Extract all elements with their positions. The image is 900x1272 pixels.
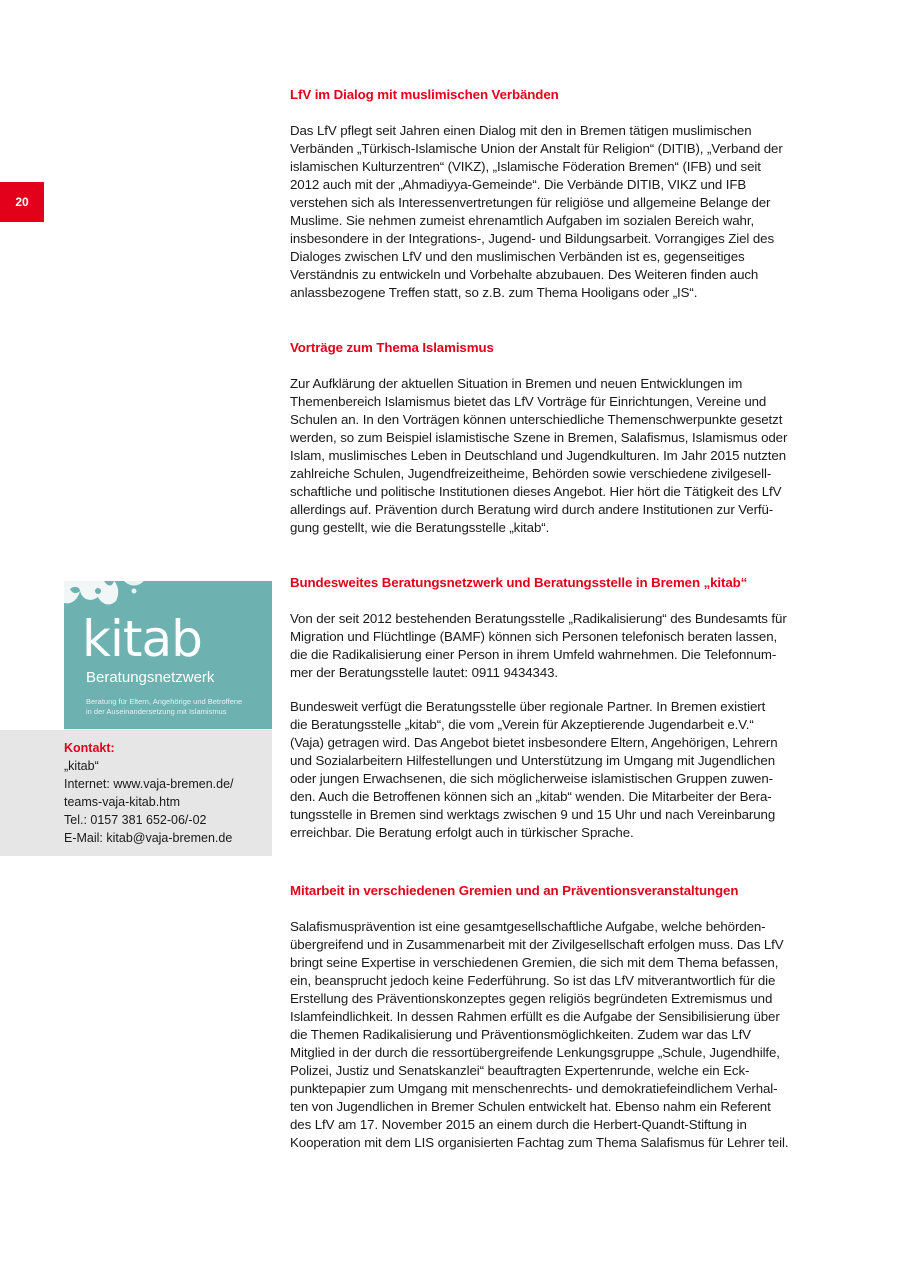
section-paragraph: Bundesweit verfügt die Beratungsstelle über regionale Partner. In Bremen existiert die Beratungsstelle „kitab“, die vom „Verein für Akzeptierende Jugendarbeit e.V.“ (Vaja) getragen wird. Das Angebot bietet insbesondere Eltern, Angehörigen, Lehrern und Sozialarbeitern Hilfestellungen und Unterstützung im Umgang mit Jugendlichen oder jungen Erwachsenen, die sich möglicherweise islamistischen Gruppen zuwen- den. Auch die Betroffenen können sich an „kitab“ wenden. Die Mitarbeiter der Bera- tungsstelle in Bremen sind werktags zwischen 9 und 15 Uhr und nach Vereinbarung erreichbar. Die Beratung erfolgt auch in türkischer Sprache. [290, 699, 778, 840]
section-lfv-dialog [290, 86, 838, 302]
section-paragraph: Von der seit 2012 bestehenden Beratungsstelle „Radikalisierung“ des Bundesamts für Migration und Flüchtlinge (BAMF) können sich Personen telefonisch beraten lassen, die die Radikalisierung einer Person in ihrem Umfeld wahrnehmen. Die Telefonnum- mer der Beratungsstelle lautet: 0911 9434343. [290, 611, 787, 680]
section-heading: Bundesweites Beratungsnetzwerk und Beratungsstelle in Bremen „kitab“ [290, 575, 748, 590]
contact-name: „kitab“ [64, 759, 99, 773]
contact-internet-cont: teams-vaja-kitab.htm [64, 795, 181, 809]
section-paragraph: Zur Aufklärung der aktuellen Situation in Bremen und neuen Entwicklungen im Themenbereich Islamismus bietet das LfV Vorträge für Einrichtungen, Vereine und Schulen an. In den Vorträgen können unterschiedliche Themenschwerpunkte gesetzt werden, so zum Beispiel islamistische Szene in Bremen, Salafismus, Islamismus oder Islam, muslimisches Leben in Deutschland und Jugendkulturen. Im Jahr 2015 nutzten zahlreiche Schulen, Jugendfreizeitheime, Behörden sowie verschiedene zivilgesell- schaftliche und politische Institutionen dieses Angebot. Hier hört die Tätigkeit des LfV allerdings auf. Prävention durch Beratung wird durch andere Institutionen zur Verfü- gung gestellt, wie die Beratungsstelle „kitab“. [290, 376, 788, 535]
section-heading: Vorträge zum Thema Islamismus [290, 340, 494, 355]
section-gremien [290, 882, 838, 1152]
contact-internet: Internet: www.vaja-bremen.de/ [64, 777, 234, 791]
page-number-tab [0, 182, 44, 222]
contact-box [0, 730, 272, 856]
kitab-logo [64, 581, 272, 729]
section-paragraph: Salafismusprävention ist eine gesamtgesellschaftliche Aufgabe, welche behörden- übergreifend und in Zusammenarbeit mit der Zivilgesellschaft erfolgen muss. Das LfV bringt seine Expertise in verschiedenen Gremien, die sich mit dem Thema befassen, ein, beansprucht jedoch keine Federführung. So ist das LfV mitverantwortlich für die Erstellung des Präventionskonzeptes gegen religiös begründeten Extremismus und Islamfeindlichkeit. In dessen Rahmen erfüllt es die Aufgabe der Sensibilisierung über die Themen Radikalisierung und Präventionsmöglichkeiten. Zudem war das LfV Mitglied in der durch die ressortübergreifende Lenkungsgruppe „Schule, Jugendhilfe, Polizei, Justiz und Senatskanzlei“ beauftragten Expertenrunde, welche ein Eck- punktepapier zum Umgang mit menschenrechts- und demokratiefeindlichem Verhal- ten von Jugendlichen in Bremer Schulen entwickelt hat. Ebenso nahm ein Referent des LfV am 17. November 2015 an einem durch die Herbert-Quandt-Stiftung in Kooperation mit dem LIS organisierten Fachtag zum Thema Salafismus für Lehrer teil. [290, 919, 789, 1150]
section-paragraph: Das LfV pflegt seit Jahren einen Dialog mit den in Bremen tätigen muslimischen Verbänden „Türkisch-Islamische Union der Anstalt für Religion“ (DITIB), „Verband der islamischen Kulturzentren“ (VIKZ), „Islamische Föderation Bremen“ (IFB) und seit 2012 auch mit der „Ahmadiyya-Gemeinde“. Die Verbände DITIB, VIKZ und IFB verstehen sich als Interessenvertretungen für religiöse und allgemeine Belange der Muslime. Sie nehmen zumeist ehrenamtlich Aufgaben im sozialen Bereich wahr, insbesondere in der Integrations-, Jugend- und Bildungsarbeit. Vorrangiges Ziel des Dialoges zwischen LfV und den muslimischen Verbänden ist es, gegenseitiges Verständnis zu entwickeln und Vorbehalte abzubauen. Des Weiteren finden auch anlassbezogene Treffen statt, so z.B. zum Thema Hooligans oder „IS“. [290, 123, 783, 300]
contact-email: E-Mail: kitab@vaja-bremen.de [64, 831, 233, 845]
contact-title: Kontakt: [64, 741, 115, 755]
section-vortraege [290, 339, 838, 537]
logo-subtitle: Beratungsnetzwerk [86, 669, 215, 686]
logo-word: kitab [82, 610, 202, 668]
contact-content [64, 739, 269, 847]
contact-phone: Tel.: 0157 381 652-06/-02 [64, 813, 207, 827]
section-heading: LfV im Dialog mit muslimischen Verbänden [290, 87, 559, 102]
logo-fine-print: Beratung für Eltern, Angehörige und Betroffene in der Auseinandersetzung mit Islamismus [86, 697, 243, 716]
page-number: 20 [15, 195, 29, 209]
section-beratungsnetzwerk [290, 574, 838, 842]
section-heading: Mitarbeit in verschiedenen Gremien und an Präventionsveranstaltungen [290, 883, 739, 898]
